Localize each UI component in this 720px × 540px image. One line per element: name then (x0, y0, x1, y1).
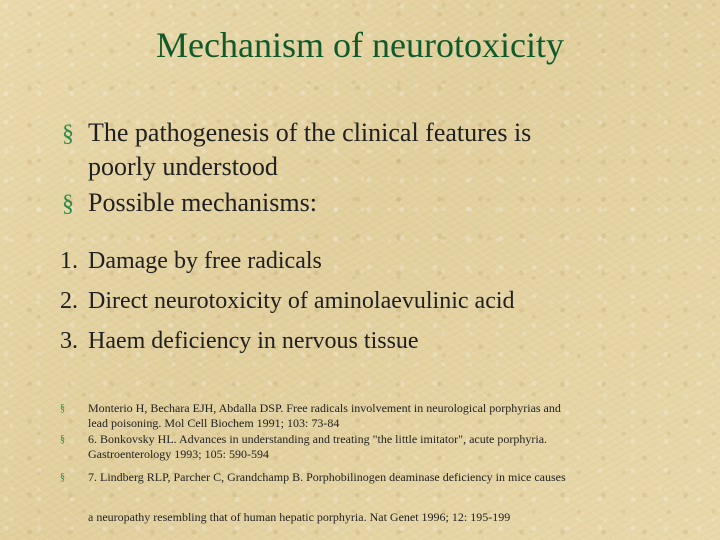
mechanism-text: Direct neurotoxicity of aminolaevulinic acid (88, 288, 515, 314)
reference-continuation: a neuropathy resembling that of human hepatic porphyria. Nat Genet 1996; 12: 195-199 (88, 510, 511, 524)
reference-line-1: Monterio H, Bechara EJH, Abdalla DSP. Free radicals involvement in neurological porphyrias and (88, 401, 561, 415)
bullet-text: Possible mechanisms: (88, 188, 317, 217)
reference-line-1: 6. Bonkovsky HL. Advances in understanding and treating "the little imitator", acute porphyria. (88, 432, 548, 446)
reference-item (60, 432, 670, 470)
slide-title: Mechanism of neurotoxicity (156, 25, 564, 65)
bullet-text-line-2: poorly understood (88, 152, 278, 181)
reference-item (60, 401, 670, 432)
section-bullet-icon: § (60, 403, 65, 414)
reference-item (60, 470, 670, 492)
bullet-item-pathogenesis (62, 116, 682, 184)
section-bullet-icon: § (62, 121, 74, 147)
bullet-text-line-1: The pathogenesis of the clinical features is (88, 118, 532, 147)
reference-line-2: lead poisoning. Mol Cell Biochem 1991; 103: 73-84 (88, 416, 340, 430)
bullet-list (62, 116, 682, 222)
section-bullet-icon: § (60, 434, 65, 445)
bullet-item-mechanisms (62, 186, 682, 220)
reference-list (60, 401, 670, 492)
reference-line-2: Gastroenterology 1993; 105: 590-594 (88, 447, 269, 461)
section-bullet-icon: § (60, 472, 65, 483)
list-number: 3. (60, 328, 78, 354)
mechanism-item-1 (60, 241, 690, 281)
reference-line-1: 7. Lindberg RLP, Parcher C, Grandchamp B. Porphobilinogen deaminase deficiency in mice causes (88, 470, 566, 484)
list-number: 2. (60, 288, 78, 314)
mechanism-item-2 (60, 281, 690, 321)
mechanism-text: Haem deficiency in nervous tissue (88, 328, 419, 354)
mechanism-item-3 (60, 321, 690, 361)
mechanism-text: Damage by free radicals (88, 248, 322, 274)
list-number: 1. (60, 248, 78, 274)
section-bullet-icon: § (62, 191, 74, 217)
mechanism-list (60, 241, 690, 361)
